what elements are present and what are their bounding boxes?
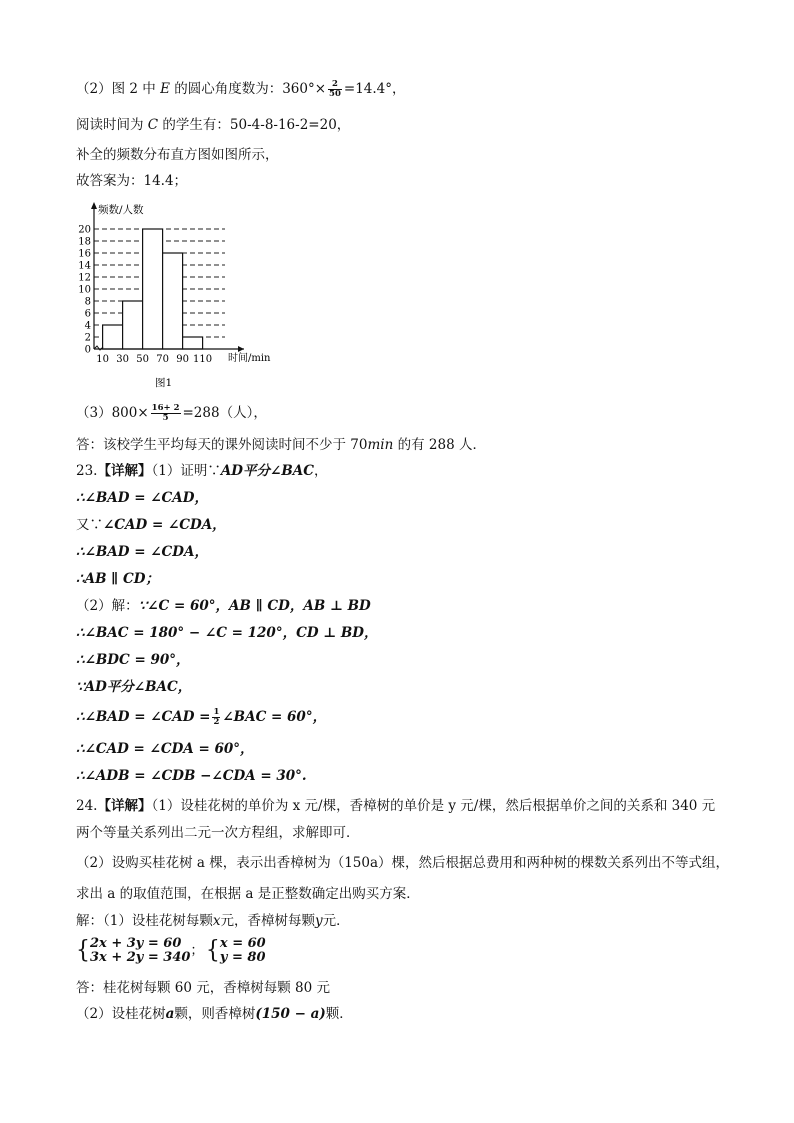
x-tick-label: 70 bbox=[156, 354, 169, 365]
var-e: E bbox=[160, 81, 170, 97]
left-brace: { bbox=[76, 936, 90, 964]
histogram-x-ticks bbox=[96, 354, 212, 365]
c-students-line: 阅读时间为 C 的学生有：50-4-8-16-2=20， bbox=[76, 117, 351, 133]
histogram-ylabel: 频数/人数 bbox=[98, 204, 144, 216]
x-tick-label: 90 bbox=[176, 354, 189, 365]
q24-line-3: （2）设购买桂花树 a 棵，表示出香樟树为（150a）棵，然后根据总费用和两种树的棵数关系列出不等式组， bbox=[76, 855, 730, 871]
y-tick-label: 6 bbox=[84, 308, 91, 320]
q24-line-4: 求出 a 的取值范围，在根据 a 是正整数确定出购买方案． bbox=[76, 886, 420, 902]
q24-part2-line: （2）设桂花树a颗，则香樟树(150 − a)颗． bbox=[76, 1006, 353, 1022]
y-axis-arrow bbox=[91, 202, 97, 209]
fraction: $\frac{2}{50}$ bbox=[329, 79, 341, 99]
x-tick-label: 30 bbox=[116, 354, 129, 365]
q24-line-5: 解：（1）设桂花树每颗x元，香樟树每颗y元． bbox=[76, 913, 350, 929]
q23-line-9: ∵AD平分∠BAC， bbox=[76, 679, 192, 695]
equation-systems: { 2x + 3y = 60 3x + 2y = 340 ；{ x = 60 y = 80 bbox=[76, 935, 266, 965]
histogram bbox=[70, 200, 300, 390]
q24-line-1: 24.【详解】（1）设桂花树的单价为 x 元/棵，香樟树的单价是 y 元/棵，然后根据单价之间的关系和 340 元 bbox=[76, 798, 716, 814]
histogram-y-ticks bbox=[78, 225, 91, 356]
answer-line-3: 答：该校学生平均每天的课外阅读时间不少于 70min 的有 288 人． bbox=[76, 437, 486, 453]
y-tick-label: 14 bbox=[78, 260, 91, 272]
y-tick-label: 8 bbox=[84, 296, 91, 308]
y-tick-label: 10 bbox=[78, 284, 91, 296]
part3-line: （3）800× $\frac{16+ 2}{5}$ =288（人）， bbox=[76, 403, 267, 423]
part2-angle-line: （2）图 2 中 E 的圆心角度数为：360°× $\frac{2}{50}$ =14.4°， bbox=[76, 79, 406, 99]
y-tick-label: 18 bbox=[78, 236, 91, 248]
y-tick-label: 20 bbox=[78, 224, 91, 236]
answer-line-1: 故答案为：14.4； bbox=[76, 173, 188, 189]
q23-line-5: ∴AB ∥ CD； bbox=[76, 571, 159, 587]
q23-line-3: 又∵∠CAD = ∠CDA， bbox=[76, 517, 226, 533]
histogram-bar bbox=[183, 337, 203, 349]
q24-answer-1: 答：桂花树每颗 60 元，香樟树每颗 80 元 bbox=[76, 980, 331, 996]
q23-line-10: ∴∠BAD = ∠CAD = $\frac{1}{2}$ ∠BAC = 60°， bbox=[76, 707, 327, 727]
q23-line-1: 23.【详解】（1）证明∵AD平分∠BAC， bbox=[76, 463, 328, 479]
histogram-bar bbox=[103, 325, 123, 349]
y-tick-label: 0 bbox=[84, 344, 91, 356]
y-tick-label: 16 bbox=[78, 248, 91, 260]
histogram-bar bbox=[163, 253, 183, 349]
q23-line-6: （2）解：∵∠C = 60°，AB ∥ CD，AB ⊥ BD bbox=[76, 598, 371, 614]
fraction: $\frac{1}{2}$ bbox=[213, 707, 220, 727]
y-tick-label: 2 bbox=[84, 332, 91, 344]
q23-line-4: ∴∠BAD = ∠CDA， bbox=[76, 544, 208, 560]
x-tick-label: 110 bbox=[193, 354, 213, 365]
complete-histogram-line: 补全的频数分布直方图如图所示， bbox=[76, 147, 279, 163]
q24-line-2: 两个等量关系列出二元一次方程组，求解即可． bbox=[76, 825, 360, 841]
fraction: $\frac{16+ 2}{5}$ bbox=[151, 403, 180, 423]
left-brace: { bbox=[205, 936, 220, 964]
figure-caption: 图1 bbox=[155, 377, 173, 389]
x-tick-label: 50 bbox=[136, 354, 149, 365]
histogram-bar bbox=[143, 229, 163, 349]
x-tick-label: 10 bbox=[96, 354, 109, 365]
q23-line-7: ∴∠BAC = 180° − ∠C = 120°，CD ⊥ BD， bbox=[76, 625, 378, 641]
y-tick-label: 4 bbox=[84, 320, 91, 332]
histogram-xlabel: 时间/min bbox=[228, 353, 271, 364]
histogram-bars bbox=[103, 229, 203, 349]
histogram-bar bbox=[123, 301, 143, 349]
q23-line-2: ∴∠BAD = ∠CAD， bbox=[76, 490, 208, 506]
q23-line-12: ∴∠ADB = ∠CDB −∠CDA = 30°. bbox=[76, 768, 307, 784]
q23-line-8: ∴∠BDC = 90°， bbox=[76, 652, 190, 668]
q23-line-11: ∴∠CAD = ∠CDA = 60°， bbox=[76, 741, 254, 757]
y-tick-label: 12 bbox=[78, 272, 91, 284]
x-axis-arrow bbox=[238, 346, 244, 352]
